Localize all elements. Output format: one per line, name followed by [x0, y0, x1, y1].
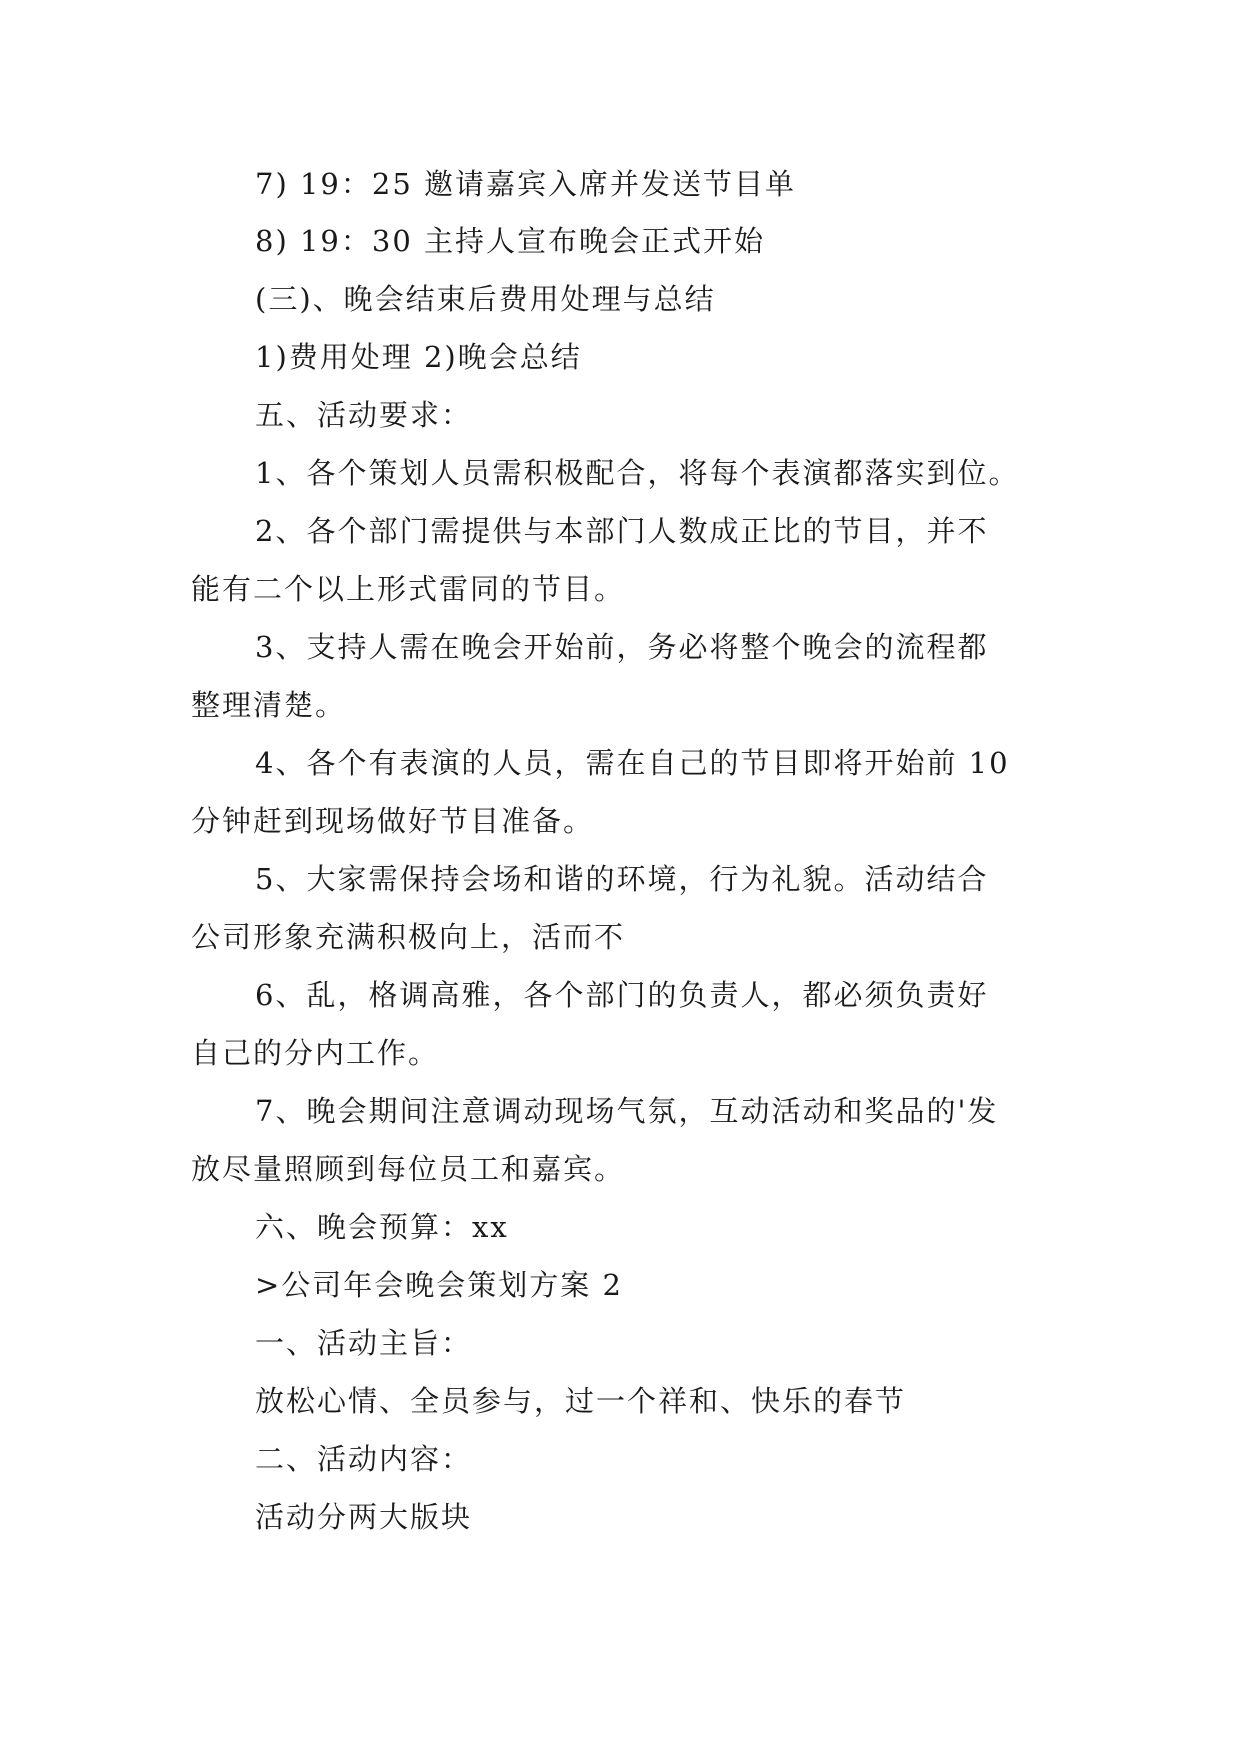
section-heading: 六、晚会预算：xx: [255, 1210, 509, 1244]
section-heading: 二、活动内容：: [255, 1442, 473, 1476]
list-item-continuation: 放尽量照顾到每位员工和嘉宾。: [191, 1152, 626, 1186]
section-heading: 五、活动要求：: [255, 398, 473, 432]
text-line: 1)费用处理 2)晚会总结: [255, 340, 582, 374]
list-item-continuation: 整理清楚。: [191, 688, 347, 722]
list-item: 5、大家需保持会场和谐的环境，行为礼貌。活动结合: [255, 862, 989, 896]
text-line: 8) 19：30 主持人宣布晚会正式开始: [255, 224, 766, 258]
list-item: 1、各个策划人员需积极配合，将每个表演都落实到位。: [255, 456, 1020, 490]
list-item-continuation: 自己的分内工作。: [191, 1036, 440, 1070]
document-title: >公司年会晚会策划方案 2: [255, 1268, 623, 1302]
list-item: 3、支持人需在晚会开始前，务必将整个晚会的流程都: [255, 630, 989, 664]
list-item-continuation: 公司形象充满积极向上，活而不: [191, 920, 626, 954]
text-line: 放松心情、全员参与，过一个祥和、快乐的春节: [255, 1384, 907, 1418]
list-item-continuation: 分钟赶到现场做好节目准备。: [191, 804, 595, 838]
list-item: 6、乱，格调高雅，各个部门的负责人，都必须负责好: [255, 978, 989, 1012]
section-heading: 一、活动主旨：: [255, 1326, 473, 1360]
list-item: 2、各个部门需提供与本部门人数成正比的节目，并不: [255, 514, 989, 548]
list-item: 4、各个有表演的人员，需在自己的节目即将开始前 10: [255, 746, 1010, 780]
text-line: 活动分两大版块: [255, 1500, 473, 1534]
text-line: 7) 19：25 邀请嘉宾入席并发送节目单: [255, 167, 797, 201]
section-heading: (三)、晚会结束后费用处理与总结: [255, 282, 716, 316]
list-item-continuation: 能有二个以上形式雷同的节目。: [191, 572, 626, 606]
list-item: 7、晚会期间注意调动现场气氛，互动活动和奖品的'发: [255, 1094, 999, 1128]
